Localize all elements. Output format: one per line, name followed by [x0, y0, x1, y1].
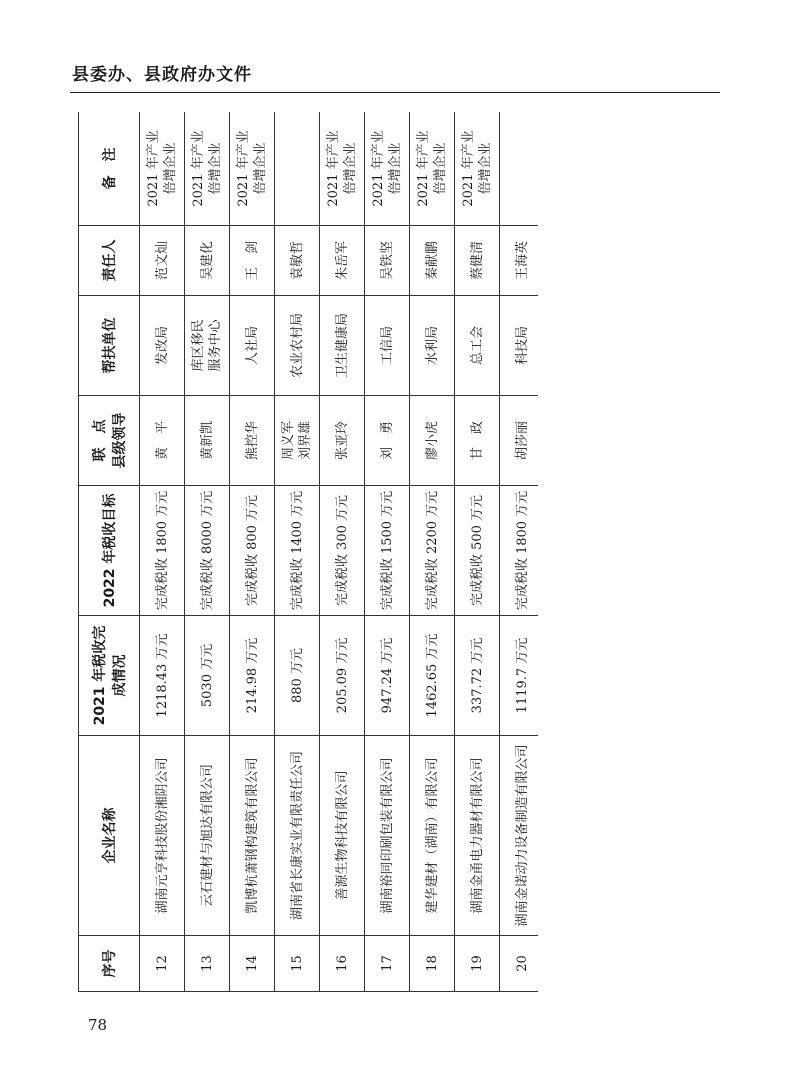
cell-seq: 19 — [455, 936, 500, 992]
cell-target-2022: 完成税收 1800 万元 — [140, 486, 185, 616]
cell-remark-line: 2021 年产业 — [191, 130, 206, 207]
table-row — [320, 112, 365, 992]
cell-seq: 13 — [185, 936, 230, 992]
cell-person: 朱岳军 — [320, 226, 365, 296]
cell-unit-line: 服务中心 — [208, 319, 223, 372]
cell-remark — [140, 112, 185, 226]
header-remark: 备 注 — [79, 112, 140, 226]
cell-seq: 14 — [230, 936, 275, 992]
rotated-table-layer — [78, 112, 538, 992]
cell-company: 湖南金诺动力设备制造有限公司 — [500, 736, 539, 936]
cell-unit — [320, 296, 365, 396]
cell-remark-line: 倍增企业 — [343, 142, 358, 195]
cell-tax-2021: 337.72 万元 — [455, 616, 500, 736]
cell-unit-line: 工信局 — [379, 326, 395, 366]
table-row — [185, 112, 230, 992]
cell-unit — [140, 296, 185, 396]
cell-remark-line: 倍增企业 — [163, 142, 178, 195]
header-company: 企业名称 — [79, 736, 140, 936]
table-row — [275, 112, 320, 992]
cell-remark-line: 2021 年产业 — [371, 130, 386, 207]
cell-remark-line: 2021 年产业 — [461, 130, 476, 207]
cell-leader — [185, 396, 230, 486]
cell-remark-line: 2021 年产业 — [326, 130, 341, 207]
cell-seq: 18 — [410, 936, 455, 992]
cell-target-2022: 完成税收 2200 万元 — [410, 486, 455, 616]
cell-leader-line: 胡莎丽 — [514, 421, 530, 461]
cell-unit-line: 人社局 — [244, 326, 260, 366]
cell-remark-line: 倍增企业 — [253, 142, 268, 195]
header-seq: 序号 — [79, 936, 140, 992]
table-container — [78, 112, 538, 992]
cell-remark-line: 2021 年产业 — [416, 130, 431, 207]
cell-unit-line: 科技局 — [514, 326, 530, 366]
cell-seq: 20 — [500, 936, 539, 992]
cell-person: 范文灿 — [140, 226, 185, 296]
header-person: 责任人 — [79, 226, 140, 296]
cell-remark — [500, 112, 539, 226]
cell-leader-line: 廖小虎 — [424, 421, 440, 461]
header-leader-line2: 县级领导 — [112, 412, 128, 469]
cell-tax-2021: 1218.43 万元 — [140, 616, 185, 736]
cell-seq: 15 — [275, 936, 320, 992]
cell-tax-2021: 205.09 万元 — [320, 616, 365, 736]
cell-remark-line: 倍增企业 — [208, 142, 223, 195]
cell-target-2022: 完成税收 300 万元 — [320, 486, 365, 616]
cell-tax-2021: 1119.7 万元 — [500, 616, 539, 736]
cell-remark-line: 倍增企业 — [478, 142, 493, 195]
cell-company: 善源生物科技有限公司 — [320, 736, 365, 936]
cell-leader — [455, 396, 500, 486]
table-row — [365, 112, 410, 992]
header-leader-line1: 联 点 — [92, 419, 108, 462]
cell-target-2022: 完成税收 500 万元 — [455, 486, 500, 616]
cell-target-2022: 完成税收 1400 万元 — [275, 486, 320, 616]
enterprise-tax-table — [78, 112, 538, 992]
table-row — [410, 112, 455, 992]
cell-remark — [455, 112, 500, 226]
cell-remark — [185, 112, 230, 226]
cell-company: 湖南金甬电力器材有限公司 — [455, 736, 500, 936]
table-header-row — [79, 112, 140, 992]
cell-company: 湖南省长康实业有限责任公司 — [275, 736, 320, 936]
cell-unit-line: 总工会 — [469, 326, 485, 366]
cell-unit — [455, 296, 500, 396]
cell-remark — [275, 112, 320, 226]
table-row — [455, 112, 500, 992]
cell-company: 湖南裕同印刷包装有限公司 — [365, 736, 410, 936]
cell-company: 湖南元亨科技股份湘阴公司 — [140, 736, 185, 936]
cell-target-2022: 完成税收 1500 万元 — [365, 486, 410, 616]
cell-remark — [230, 112, 275, 226]
cell-person: 王海英 — [500, 226, 539, 296]
header-divider — [70, 92, 720, 93]
header-leader — [79, 396, 140, 486]
header-unit: 帮扶单位 — [79, 296, 140, 396]
table-row — [140, 112, 185, 992]
cell-unit-line: 库区移民 — [191, 319, 206, 372]
cell-person: 王 剑 — [230, 226, 275, 296]
cell-unit — [185, 296, 230, 396]
cell-leader — [365, 396, 410, 486]
cell-target-2022: 完成税收 1800 万元 — [500, 486, 539, 616]
cell-remark-line: 倍增企业 — [433, 142, 448, 195]
page-number: 78 — [88, 1016, 108, 1034]
cell-leader-line: 刘界雄 — [298, 421, 313, 461]
header-target-2022: 2022 年税收目标 — [79, 486, 140, 616]
cell-person: 秦献鹏 — [410, 226, 455, 296]
cell-person: 袁敏哲 — [275, 226, 320, 296]
cell-tax-2021: 214.98 万元 — [230, 616, 275, 736]
cell-leader-line: 周义军 — [281, 421, 296, 461]
table-row — [500, 112, 539, 992]
cell-leader — [320, 396, 365, 486]
cell-leader-line: 黄新凯 — [199, 421, 215, 461]
cell-tax-2021: 947.24 万元 — [365, 616, 410, 736]
cell-remark — [365, 112, 410, 226]
cell-remark-line: 倍增企业 — [388, 142, 403, 195]
cell-leader-line: 刘 勇 — [379, 421, 395, 461]
cell-company: 云石建材与旭达有限公司 — [185, 736, 230, 936]
header-tax-2021: 2021 年税收完成情况 — [79, 616, 140, 736]
cell-leader — [500, 396, 539, 486]
cell-seq: 12 — [140, 936, 185, 992]
cell-leader — [410, 396, 455, 486]
table-row — [230, 112, 275, 992]
cell-remark-line: 2021 年产业 — [236, 130, 251, 207]
cell-target-2022: 完成税收 8000 万元 — [185, 486, 230, 616]
cell-person: 蔡健清 — [455, 226, 500, 296]
cell-target-2022: 完成税收 800 万元 — [230, 486, 275, 616]
cell-unit-line: 农业农村局 — [289, 313, 305, 379]
table-body — [140, 112, 539, 992]
cell-leader-line: 熊控华 — [244, 421, 260, 461]
cell-unit — [410, 296, 455, 396]
cell-tax-2021: 1462.65 万元 — [410, 616, 455, 736]
cell-tax-2021: 880 万元 — [275, 616, 320, 736]
cell-person: 吴铁坚 — [365, 226, 410, 296]
cell-seq: 17 — [365, 936, 410, 992]
cell-leader-line: 甘 政 — [469, 421, 485, 461]
cell-remark-line: 2021 年产业 — [146, 130, 161, 207]
cell-leader — [275, 396, 320, 486]
cell-leader — [140, 396, 185, 486]
cell-seq: 16 — [320, 936, 365, 992]
cell-company: 凯博杭萧钢构建筑有限公司 — [230, 736, 275, 936]
cell-leader-line: 黄 平 — [154, 421, 170, 461]
cell-remark — [320, 112, 365, 226]
cell-company: 建华建材（湖南）有限公司 — [410, 736, 455, 936]
cell-unit-line: 发改局 — [154, 326, 170, 366]
cell-unit — [275, 296, 320, 396]
cell-tax-2021: 5030 万元 — [185, 616, 230, 736]
document-header-title: 县委办、县政府办文件 — [72, 65, 252, 85]
cell-unit — [500, 296, 539, 396]
cell-unit-line: 水利局 — [424, 326, 440, 366]
cell-unit — [230, 296, 275, 396]
cell-leader-line: 张亚玲 — [334, 421, 350, 461]
cell-unit-line: 卫生健康局 — [334, 313, 350, 379]
cell-remark — [410, 112, 455, 226]
cell-unit — [365, 296, 410, 396]
cell-leader — [230, 396, 275, 486]
cell-person: 吴建化 — [185, 226, 230, 296]
